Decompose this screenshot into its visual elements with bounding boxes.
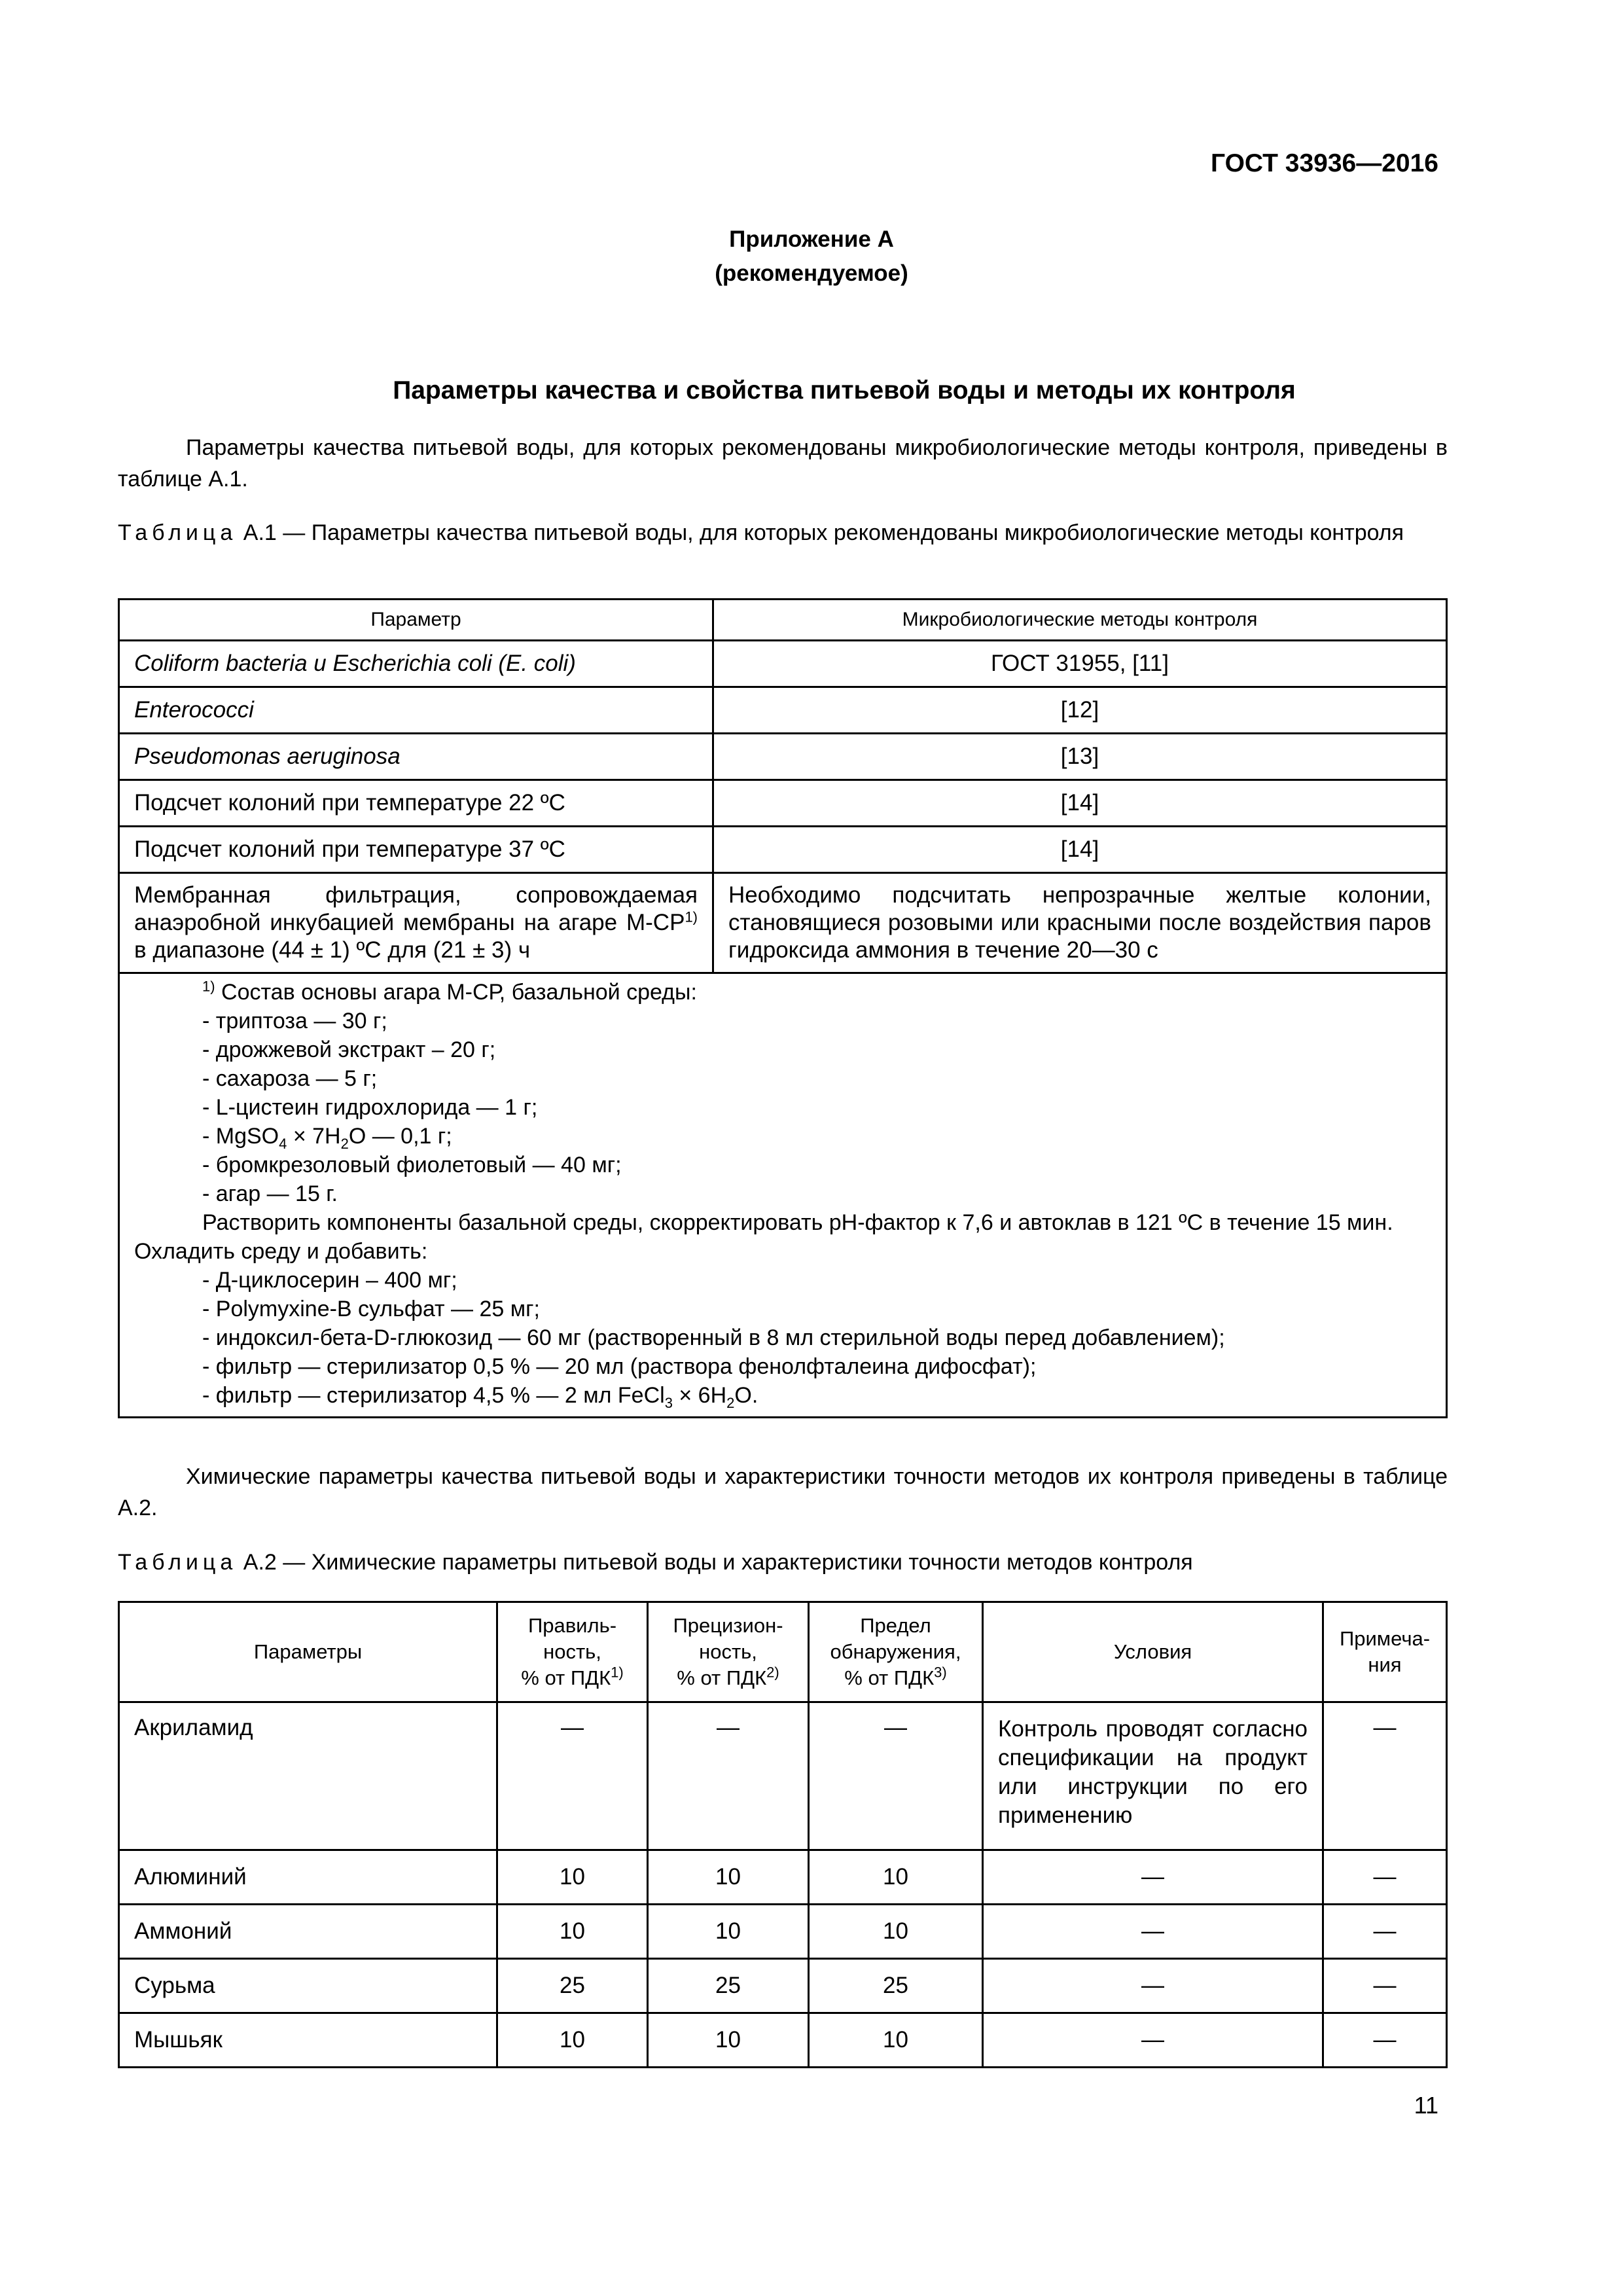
cell-parameter: Мышьяк [119, 2013, 497, 2068]
cell-detection-limit: 10 [809, 1850, 983, 1905]
cell-parameter: Аммоний [119, 1905, 497, 1959]
cell-notes: — [1323, 2013, 1447, 2068]
table-row [119, 780, 1447, 827]
cell-parameter: Pseudomonas aeruginosa [119, 734, 713, 780]
cell-method: ГОСТ 31955, [11] [713, 641, 1447, 687]
cell-accuracy: 10 [497, 2013, 648, 2068]
cell-accuracy: 10 [497, 1850, 648, 1905]
cell-method: [14] [713, 827, 1447, 873]
cell-precision: — [648, 1702, 809, 1850]
cell-parameter: Coliform bacteria и Escherichia coli (E. coli) [119, 641, 713, 687]
header-precision: Прецизион- ность, % от ПДК$^{2)}$ [648, 1602, 809, 1702]
header-conditions: Условия [983, 1602, 1323, 1702]
table-header-row [119, 1602, 1447, 1702]
table-a2 [118, 1601, 1448, 2068]
cell-parameter: Enterococci [119, 687, 713, 734]
cell-parameter: Подсчет колоний при температуре 22 ºC [119, 780, 713, 827]
cell-notes: — [1323, 1850, 1447, 1905]
cell-method: [13] [713, 734, 1447, 780]
header-methods: Микробиологические методы контроля [713, 600, 1447, 641]
cell-conditions: — [983, 1905, 1323, 1959]
table-row [119, 641, 1447, 687]
caption-text: А.1 — Параметры качества питьевой воды, для которых рекомендованы микробиологические методы контроля [243, 520, 1404, 545]
table-row [119, 1850, 1447, 1905]
cell-parameter: Сурьма [119, 1959, 497, 2013]
cell-detection-limit: 25 [809, 1959, 983, 2013]
cell-parameter: Подсчет колоний при температуре 37 ºC [119, 827, 713, 873]
cell-precision: 10 [648, 2013, 809, 2068]
header-notes: Примеча- ния [1323, 1602, 1447, 1702]
page-number: 11 [1414, 2092, 1438, 2119]
footnote: $^{1)}$ Состав основы агара М-СР, базальной среды: - триптоза — 30 г; - дрожжевой экстракт – 20 г; - сахароза — 5 г; - L-цистеин гидрохлорида — 1 г; - MgSO$_4$ × $7H_2O$ — 0,1 г; - бромкрезоловый фиолетовый — 40 мг; - агар — 15 г. Растворить компоненты базальной среды, скорректировать pH-фактор к 7,6 и автоклав в 121 ºC в течение 15 мин. Охладить среду и добавить: - Д-циклосерин – 400 мг; - Polymyxine-B сульфат — 25 мг; - индоксил-бета-D-глюкозид — 60 мг (растворенный в 8 мл стерильной воды перед добавлением); - фильтр — стерилизатор 0,5 % — 20 мл (раствора фенолфталеина дифосфат); - фильтр — стерилизатор 4,5 % — 2 мл FeCl$_3$ × $6H_2O$. [119, 973, 1447, 1418]
cell-conditions: Контроль проводят согласно спецификации на продукт или инструкции по его применению [983, 1702, 1323, 1850]
header-detection-limit: Предел обнаружения, % от ПДК$^{3)}$ [809, 1602, 983, 1702]
cell-notes: — [1323, 1905, 1447, 1959]
table-row [119, 687, 1447, 734]
annex-title: Приложение А [729, 226, 894, 252]
table-a1 [118, 598, 1448, 1418]
cell-precision: 10 [648, 1850, 809, 1905]
cell-conditions: — [983, 1850, 1323, 1905]
cell-notes: — [1323, 1959, 1447, 2013]
cell-method: [12] [713, 687, 1447, 734]
cell-method: Необходимо подсчитать непрозрачные желтые колонии, становящиеся розовыми или красными после воздействия паров гидроксида аммония в течение 20—30 с [713, 873, 1447, 973]
caption-word: Таблица [118, 1550, 238, 1575]
cell-detection-limit: — [809, 1702, 983, 1850]
table-row [119, 1905, 1447, 1959]
cell-accuracy: — [497, 1702, 648, 1850]
caption-text: А.2 — Химические параметры питьевой воды и характеристики точности методов контроля [243, 1550, 1193, 1575]
table-a2-caption [118, 1547, 1448, 1578]
table-footnote-row [119, 973, 1447, 1418]
intro-paragraph-1: Параметры качества питьевой воды, для которых рекомендованы микробиологические методы контроля, приведены в таблице А.1. [118, 435, 1448, 492]
cell-method: [14] [713, 780, 1447, 827]
table-row [119, 2013, 1447, 2068]
cell-detection-limit: 10 [809, 2013, 983, 2068]
section-title: Параметры качества и свойства питьевой воды и методы их контроля [393, 376, 1296, 404]
caption-word: Таблица [118, 520, 238, 545]
cell-parameter: Мембранная фильтрация, сопровождаемая анаэробной инкубацией мембраны на агаре М-СР$^{1)}$ в диапазоне (44 ± 1) ºC для (21 ± 3) ч [119, 873, 713, 973]
table-row [119, 827, 1447, 873]
standard-number: ГОСТ 33936—2016 [1211, 149, 1438, 177]
table-row [119, 734, 1447, 780]
header-parameter: Параметр [119, 600, 713, 641]
header-parameters: Параметры [119, 1602, 497, 1702]
cell-accuracy: 25 [497, 1959, 648, 2013]
cell-conditions: — [983, 2013, 1323, 2068]
table-row [119, 873, 1447, 973]
annex-type: (рекомендуемое) [715, 260, 908, 286]
cell-detection-limit: 10 [809, 1905, 983, 1959]
cell-parameter: Алюминий [119, 1850, 497, 1905]
table-a1-caption [118, 517, 1448, 548]
intro-paragraph-2: Химические параметры качества питьевой воды и характеристики точности методов их контроля приведены в таблице А.2. [118, 1464, 1448, 1520]
cell-parameter: Акриламид [119, 1702, 497, 1850]
cell-precision: 25 [648, 1959, 809, 2013]
cell-notes: — [1323, 1702, 1447, 1850]
table-row [119, 1959, 1447, 2013]
table-row [119, 1702, 1447, 1850]
header-accuracy: Правиль- ность, % от ПДК$^{1)}$ [497, 1602, 648, 1702]
cell-conditions: — [983, 1959, 1323, 2013]
cell-accuracy: 10 [497, 1905, 648, 1959]
table-header-row [119, 600, 1447, 641]
cell-precision: 10 [648, 1905, 809, 1959]
